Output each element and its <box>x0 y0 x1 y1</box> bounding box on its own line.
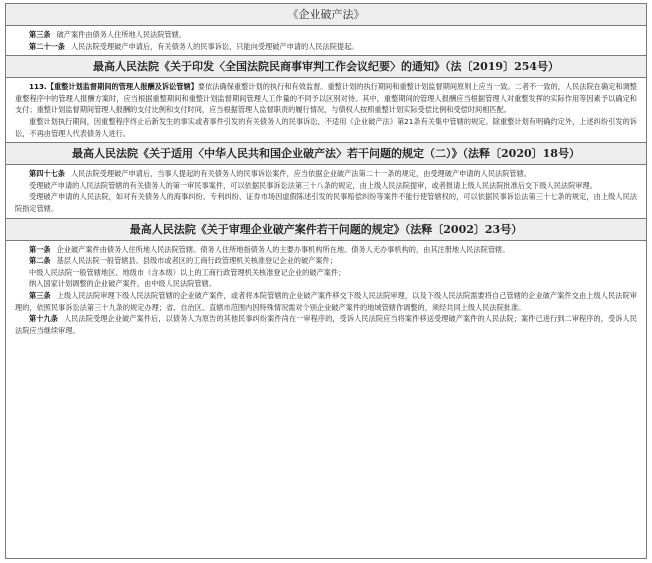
document-frame <box>5 3 647 559</box>
section-body-3 <box>6 165 646 217</box>
article-text: 人民法院受理破产申请后，当事人提起的有关债务人的民事诉讼案件，应当依据企业破产法第二十一条的规定，由受理破产申请的人民法院管辖。 <box>70 169 531 179</box>
article-paragraph <box>15 81 637 116</box>
article-text: 破产案件由债务人住所地人民法院管辖。 <box>56 30 186 39</box>
section-body-2 <box>6 78 646 142</box>
article-number: 第三条 <box>29 290 51 300</box>
article-paragraph <box>15 255 637 267</box>
article-text: 人民法院受理企业破产案件后，以债务人为原告的其他民事纠纷案件尚在一审程序的，受诉人民法院应当将案件移送受理破产案件的人民法院；案件已进行到二审程序的，受诉人民法院应当继续审理。 <box>15 314 637 335</box>
paragraph-text: 重整计划执行期间，因重整程序终止后新发生的事实或者事件引发的有关债务人的民事诉讼，不适用《企业破产法》第21条有关集中管辖的规定。除重整计划有明确约定外，上述纠纷引发的诉讼，不再由管理人代表债务人进行。 <box>15 116 637 138</box>
article-number: 第四十七条 <box>29 169 65 179</box>
article-number: 第二条 <box>29 256 51 266</box>
article-number: 第一条 <box>29 244 51 254</box>
article-number: 第三条 <box>29 30 51 39</box>
article-text: 纳入国家计划调整的企业破产案件，由中级人民法院管辖。 <box>29 279 216 289</box>
article-paragraph <box>15 244 637 256</box>
section-title-bankruptcy-interpretation-2: 最高人民法院《关于适用〈中华人民共和国企业破产法〉若干问题的规定（二）》（法释〔2020〕18号） <box>6 142 646 165</box>
article-number: 第十九条 <box>29 314 59 324</box>
article-paragraph <box>15 168 637 180</box>
article-number: 第二十一条 <box>29 41 65 51</box>
article-paragraph <box>15 267 637 279</box>
article-text: 人民法院受理破产申请后，有关债务人的民事诉讼，只能向受理破产申请的人民法院提起。 <box>70 41 359 51</box>
article-text: 上级人民法院审理下级人民法院管辖的企业破产案件，或者将本院管辖的企业破产案件移交下级人民法院审理，以及下级人民法院需要将自己管辖的企业破产案件交由上级人民法院审理的，依照民事诉讼法第三十九条的规定办理；省、自治区、直辖市范围内因特殊情况需对个别企业破产案件的地域管辖作调整的，须经共同上级人民法院批准。 <box>15 290 637 312</box>
article-paragraph <box>15 313 637 336</box>
section-title-bankruptcy-cases-provisions: 最高人民法院《关于审理企业破产案件若干问题的规定》（法释〔2002〕23号） <box>6 218 646 241</box>
section-title-enterprise-bankruptcy-law: 《企业破产法》 <box>6 4 646 26</box>
article-text: 受理破产申请的人民法院，如对有关债务人的海事纠纷、专利纠纷、证券市场因虚假陈述引发的民事赔偿纠纷等案件不能行使管辖权的，可以依据民事诉讼法第三十七条的规定，由上级人民法院指定管辖。 <box>15 192 637 213</box>
section-body-4 <box>6 241 646 340</box>
article-paragraph <box>15 29 637 41</box>
article-paragraph <box>15 278 637 290</box>
article-text: 中级人民法院一般管辖地区、地级市（含本级）以上的工商行政管理机关核准登记企业的破产案件； <box>29 267 346 277</box>
section-title-civil-commercial-minutes: 最高人民法院《关于印发〈全国法院民商事审判工作会议纪要〉的通知》（法〔2019〕254号） <box>6 55 646 78</box>
article-text: 企业破产案件由债务人住所地人民法院管辖。债务人住所地指债务人的主要办事机构所在地。债务人无办事机构的，由其注册地人民法院管辖。 <box>56 244 510 254</box>
article-paragraph <box>15 41 637 53</box>
article-paragraph <box>15 290 637 313</box>
article-text: 受理破产申请的人民法院管辖的有关债务人的第一审民事案件，可以依据民事诉讼法第三十八条的规定，由上级人民法院提审，或者报请上级人民法院批准后交下级人民法院审理。 <box>29 180 597 190</box>
article-paragraph <box>15 116 637 139</box>
article-text: 基层人民法院一般管辖县、县级市或者区的工商行政管理机关核准登记企业的破产案件； <box>56 256 337 266</box>
paragraph-lead: 113.【重整计划监督期间的管理人报酬及诉讼管辖】 <box>29 82 198 92</box>
article-paragraph <box>15 191 637 214</box>
section-body-1 <box>6 26 646 55</box>
paragraph-text: 要依法确保重整计划的执行和有效监督。重整计划的执行期间和重整计划监督期间原则上应当一致。二者不一致的，人民法院在确定和调整重整程序中的管理人报酬方案时，应当根据重整期间和重整计划监督期间管理人工作量的不同予以区别对待。其中，重整期间的管理人报酬应当根据管理人对重整发挥的实际作用等因素予以确定和支付；重整计划监督期间管理人报酬的支付比例和支付时间，应当根据管理人监督职责的履行情况，与债权人按照重整计划实际受偿比例和受偿时间相匹配。 <box>15 82 637 115</box>
article-paragraph <box>15 180 637 192</box>
